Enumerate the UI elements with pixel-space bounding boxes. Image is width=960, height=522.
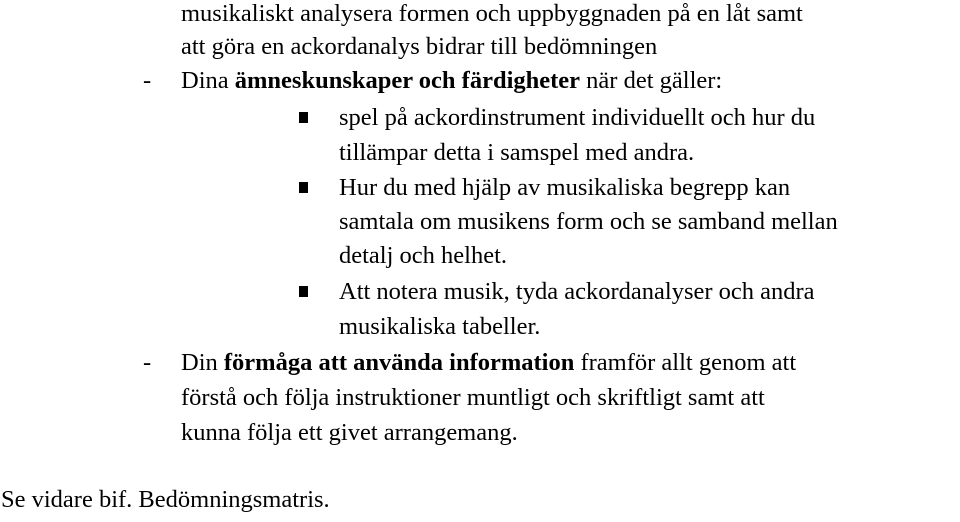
bullet-icon [299,182,308,193]
bullet-icon [299,286,308,297]
ability-line-3: kunna följa ett givet arrangemang. [181,419,518,446]
intro-line-2: att göra en ackordanalys bidrar till bedömningen [181,33,658,60]
skills-prefix: Dina [181,67,235,94]
bullet-3-line-1: Att notera musik, tyda ackordanalyser och andra [339,278,815,305]
ability-heading [181,349,796,377]
skills-suffix: när det gäller: [580,67,723,94]
footer-reference: Se vidare bif. Bedömningsmatris. [1,486,330,513]
intro-line-1: musikaliskt analysera formen och uppbyggnaden på en låt samt [181,0,803,27]
skills-bold: ämneskunskaper och färdigheter [234,67,581,94]
bullet-1-line-2: tillämpar detta i samspel med andra. [339,139,695,166]
bullet-icon [299,112,308,123]
skills-heading [181,67,722,95]
bullet-2-line-3: detalj och helhet. [339,242,508,269]
list-dash: - [143,349,152,376]
ability-suffix: framför allt genom att [574,349,797,376]
bullet-1-line-1: spel på ackordinstrument individuellt och hur du [339,104,816,131]
list-dash: - [143,67,152,94]
bullet-3-line-2: musikaliska tabeller. [339,313,541,340]
ability-line-2: förstå och följa instruktioner muntligt och skriftligt samt att [181,384,765,411]
bullet-2-line-1: Hur du med hjälp av musikaliska begrepp kan [339,174,791,201]
ability-prefix: Din [181,349,224,376]
bullet-2-line-2: samtala om musikens form och se samband mellan [339,208,838,235]
ability-bold: förmåga att använda information [223,349,575,376]
